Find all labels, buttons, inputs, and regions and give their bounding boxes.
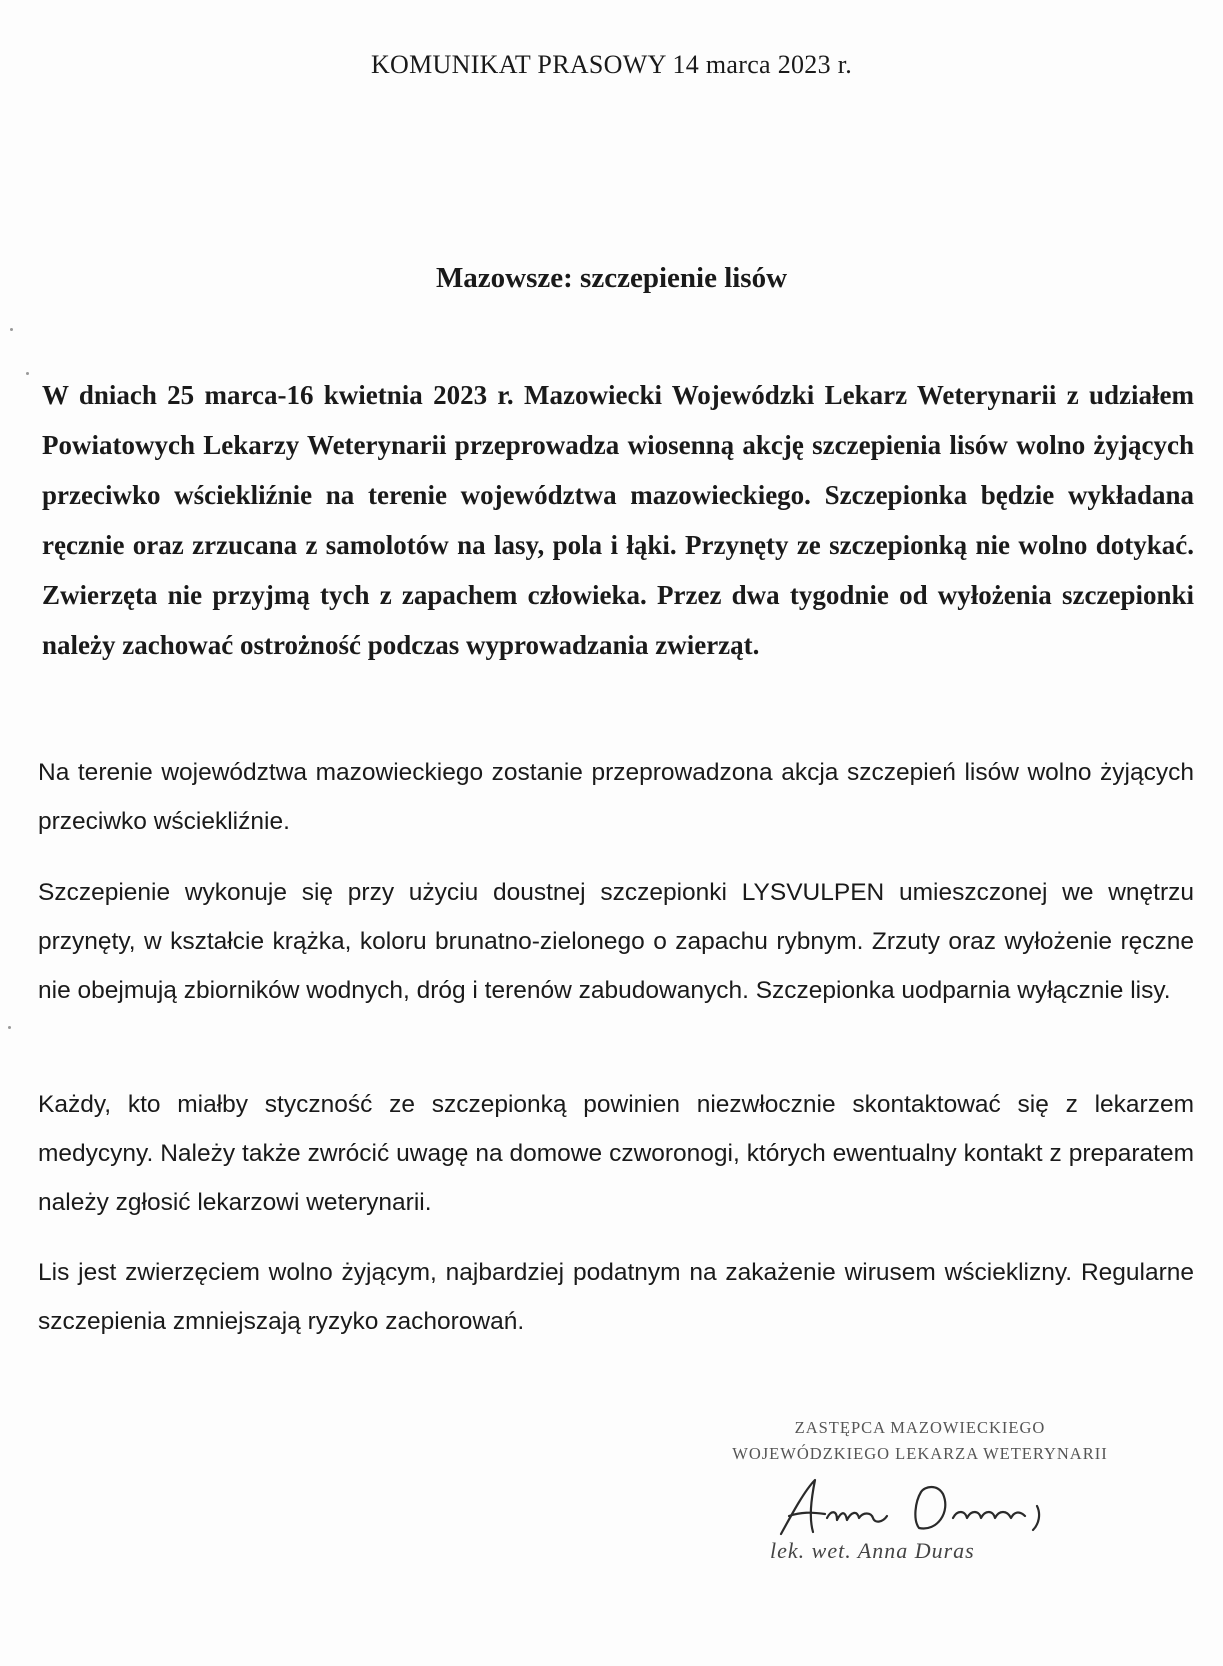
scan-speck (26, 372, 29, 375)
official-stamp-line-1: ZASTĘPCA MAZOWIECKIEGO (794, 1418, 1046, 1437)
official-stamp-line-2: WOJEWÓDZKIEGO LEKARZA WETERYNARII (732, 1444, 1108, 1463)
lead-paragraph: W dniach 25 marca-16 kwietnia 2023 r. Mazowiecki Wojewódzki Lekarz Weterynarii z udziałem Powiatowych Lekarzy Weterynarii przeprowadza wiosenną akcję szczepienia lisów wolno żyjących przeciwko wściekliźnie na terenie województwa mazowieckiego. Szczepionka będzie wykładana ręcznie oraz zrzucana z samolotów na lasy, pola i łąki. Przynęty ze szczepionką nie wolno dotykać. Zwierzęta nie przyjmą tych z zapachem człowieka. Przez dwa tygodnie od wyłożenia szczepionki należy zachować ostrożność podczas wyprowadzania zwierząt. (42, 380, 1194, 660)
paragraph-fox-info: Lis jest zwierzęciem wolno żyjącym, najbardziej podatnym na zakażenie wirusem wścieklizny. Regularne szczepienia zmniejszają ryzyko zachorowań. (38, 1259, 1194, 1335)
scan-speck (10, 328, 13, 331)
handwritten-signature (775, 1472, 1095, 1542)
paragraph-campaign: Na terenie województwa mazowieckiego zostanie przeprowadzona akcja szczepień lisów wolno żyjących przeciwko wściekliźnie. (38, 759, 1194, 835)
press-release-header: KOMUNIKAT PRASOWY 14 marca 2023 r. (370, 50, 853, 79)
paragraph-vaccine-details: Szczepienie wykonuje się przy użyciu doustnej szczepionki LYSVULPEN umieszczonej we wnętrzu przynęty, w kształcie krążka, koloru brunatno-zielonego o zapachu rybnym. Zrzuty oraz wyłożenie ręczne nie obejmują zbiorników wodnych, dróg i terenów zabudowanych. Szczepionka uodparnia wyłącznie lisy. (38, 879, 1194, 1004)
document-title: Mazowsze: szczepienie lisów (435, 262, 788, 294)
signer-name: lek. wet. Anna Duras (770, 1538, 975, 1563)
paragraph-contact-advice: Każdy, kto miałby styczność ze szczepionką powinien niezwłocznie skontaktować się z lekarzem medycyny. Należy także zwrócić uwagę na domowe czworonogi, których ewentualny kontakt z preparatem należy zgłosić lekarzowi weterynarii. (38, 1091, 1194, 1216)
scan-speck (8, 1026, 11, 1029)
